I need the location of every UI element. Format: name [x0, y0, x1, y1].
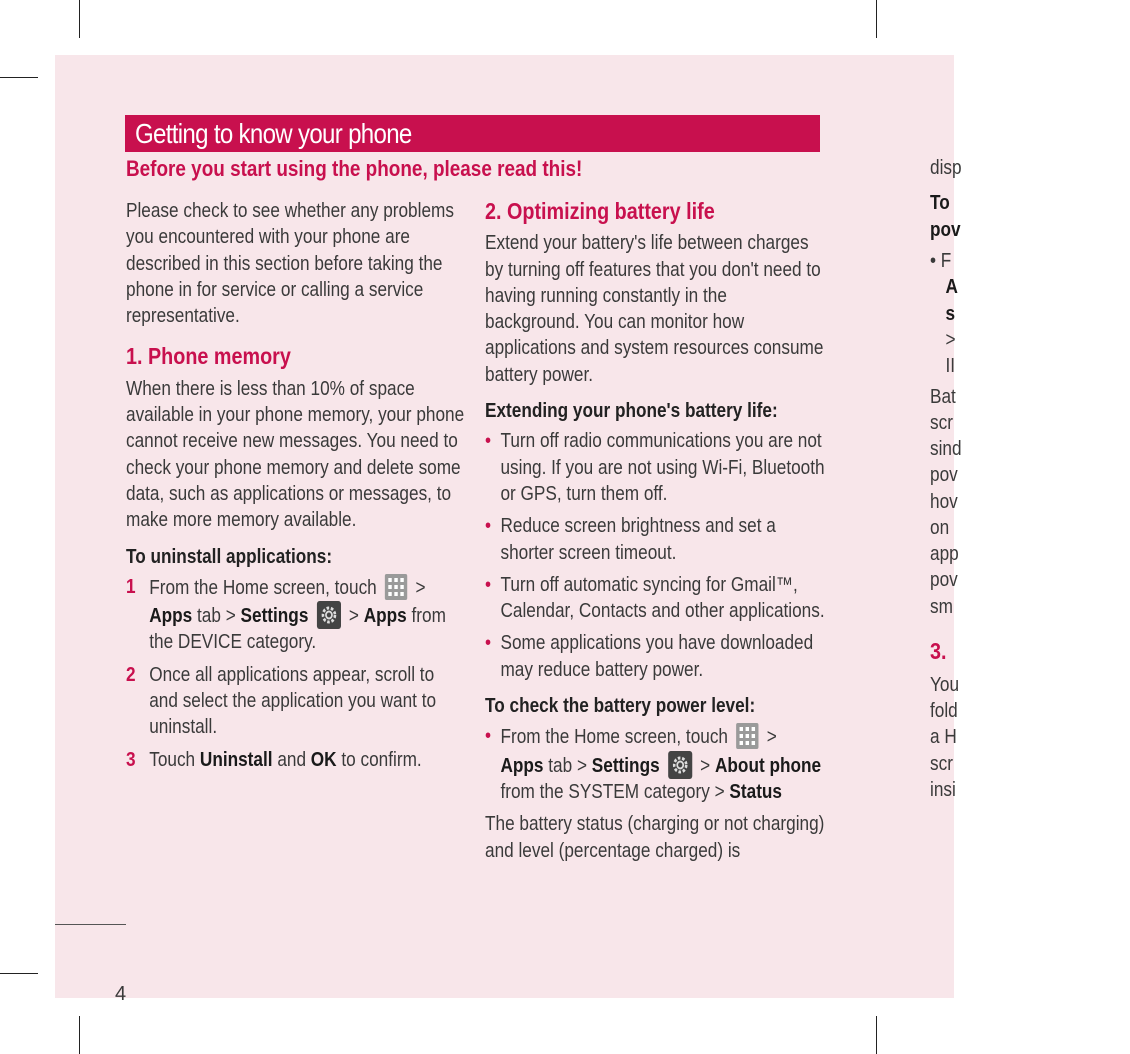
- bullet-dot: •: [485, 573, 492, 596]
- chapter-title: Getting to know your phone: [135, 118, 412, 149]
- bullet-dot: •: [485, 430, 492, 453]
- list-item: [485, 572, 825, 625]
- crop-mark: [876, 0, 877, 38]
- list-item-text: tab >: [548, 754, 588, 777]
- list-item-text: Reduce screen brightness and set a shorter screen timeout.: [500, 515, 776, 564]
- fragment: hov: [930, 491, 958, 513]
- step-bold: Apps: [149, 605, 193, 628]
- fragment: scr: [930, 753, 953, 775]
- list-item-text: Turn off radio communications you are not using. If you are not using Wi-Fi, Bluetooth or GPS, turn them off.: [500, 430, 825, 505]
- battery-paragraph: Extend your battery's life between charges by turning off features that you don't need to having running constantly in the background. You can monitor how applications and system resources consume battery power.: [485, 232, 824, 386]
- step-bold: OK: [310, 748, 337, 771]
- bullet-dot: •: [485, 632, 492, 655]
- manual-page: [55, 55, 962, 1005]
- page-subtitle: Before you start using the phone, please read this!: [126, 156, 583, 181]
- phone-memory-paragraph: When there is less than 10% of space available in your phone memory, your phone cannot receive new messages. You need to check your phone memory and delete some data, such as applications or messages, to make more memory available.: [126, 377, 465, 532]
- fragment: pov: [930, 569, 958, 591]
- step-text: from the DEVICE category.: [149, 605, 446, 654]
- fragment: You: [930, 674, 960, 696]
- step-text: >: [415, 576, 426, 599]
- step-text: to confirm.: [341, 748, 422, 771]
- bullet-dot: •: [485, 725, 492, 748]
- fragment: on: [930, 517, 950, 539]
- step-text: tab >: [197, 605, 236, 628]
- list-item-text: from the SYSTEM category >: [500, 780, 725, 803]
- fragment: app: [930, 543, 959, 565]
- fragment: pov: [930, 219, 961, 241]
- chapter-title-bar: [125, 115, 820, 152]
- step-number: 3: [126, 748, 136, 771]
- column-middle: [485, 198, 825, 864]
- footer-rule: [55, 924, 126, 925]
- fragment: sind: [930, 438, 962, 460]
- list-item-text: Turn off automatic syncing for Gmail™, Calendar, Contacts and other applications.: [500, 573, 825, 623]
- step-text: Touch: [149, 748, 196, 771]
- fragment: II: [945, 355, 956, 377]
- step-bold: Uninstall: [199, 748, 273, 771]
- step-bold: Settings: [240, 605, 309, 628]
- check-battery-heading: To check the battery power level:: [485, 695, 756, 718]
- fragment: disp: [930, 157, 962, 179]
- fragment: scr: [930, 412, 953, 434]
- step-bold: Apps: [363, 605, 407, 628]
- fragment: A: [945, 276, 958, 298]
- list-item-text: Some applications you have downloaded may reduce battery power.: [500, 632, 814, 681]
- step-item: [126, 574, 466, 656]
- column-left: [126, 198, 466, 779]
- section-heading-phone-memory: 1. Phone memory: [126, 343, 291, 370]
- step-text: Once all applications appear, scroll to and select the application you want to uninstall.: [149, 663, 437, 739]
- list-item: [485, 428, 825, 507]
- crop-mark: [79, 1016, 80, 1054]
- fragment: Bat: [930, 386, 956, 408]
- step-text: and: [277, 748, 307, 771]
- fragment: sm: [930, 596, 953, 618]
- settings-gear-icon: [317, 601, 341, 629]
- fragment: fold: [930, 700, 958, 722]
- fragment: • F: [930, 250, 952, 272]
- list-item-bold: Status: [729, 780, 782, 803]
- fragment: >: [945, 329, 956, 351]
- bullet-dot: •: [485, 515, 492, 538]
- list-item-bold: Apps: [500, 754, 544, 777]
- fragment: 3.: [930, 638, 947, 664]
- fragment: s: [945, 303, 956, 325]
- page-number: 4: [115, 983, 127, 1005]
- fragment: insi: [930, 779, 956, 801]
- step-text: >: [348, 605, 359, 628]
- step-item: [126, 747, 466, 773]
- list-item-bold: About phone: [715, 754, 822, 777]
- list-item-bold: Settings: [591, 754, 660, 777]
- apps-grid-icon: [736, 723, 758, 749]
- extending-heading: Extending your phone's battery life:: [485, 400, 778, 423]
- list-item-text: >: [766, 726, 777, 749]
- crop-mark: [0, 973, 38, 974]
- settings-gear-icon: [668, 751, 692, 779]
- fragment: To: [930, 192, 950, 214]
- intro-paragraph: Please check to see whether any problems you encountered with your phone are described in this section before taking the phone in for service or calling a service representative.: [126, 200, 454, 328]
- list-item: [485, 630, 825, 683]
- apps-grid-icon: [385, 574, 407, 600]
- step-number: 1: [126, 575, 136, 598]
- list-item: [485, 723, 825, 805]
- step-number: 2: [126, 663, 136, 686]
- crop-mark: [0, 77, 38, 78]
- list-item-text: >: [700, 754, 711, 777]
- list-item: [485, 513, 825, 566]
- section-heading-battery: 2. Optimizing battery life: [485, 198, 715, 224]
- fragment: pov: [930, 464, 958, 486]
- fragment: a H: [930, 726, 957, 748]
- step-text: From the Home screen, touch: [149, 576, 377, 599]
- crop-mark: [876, 1016, 877, 1054]
- uninstall-heading: To uninstall applications:: [126, 545, 333, 568]
- crop-mark: [79, 0, 80, 38]
- battery-status-paragraph: The battery status (charging or not charging) and level (percentage charged) is: [485, 813, 825, 862]
- list-item-text: From the Home screen, touch: [500, 726, 729, 749]
- step-item: [126, 662, 466, 741]
